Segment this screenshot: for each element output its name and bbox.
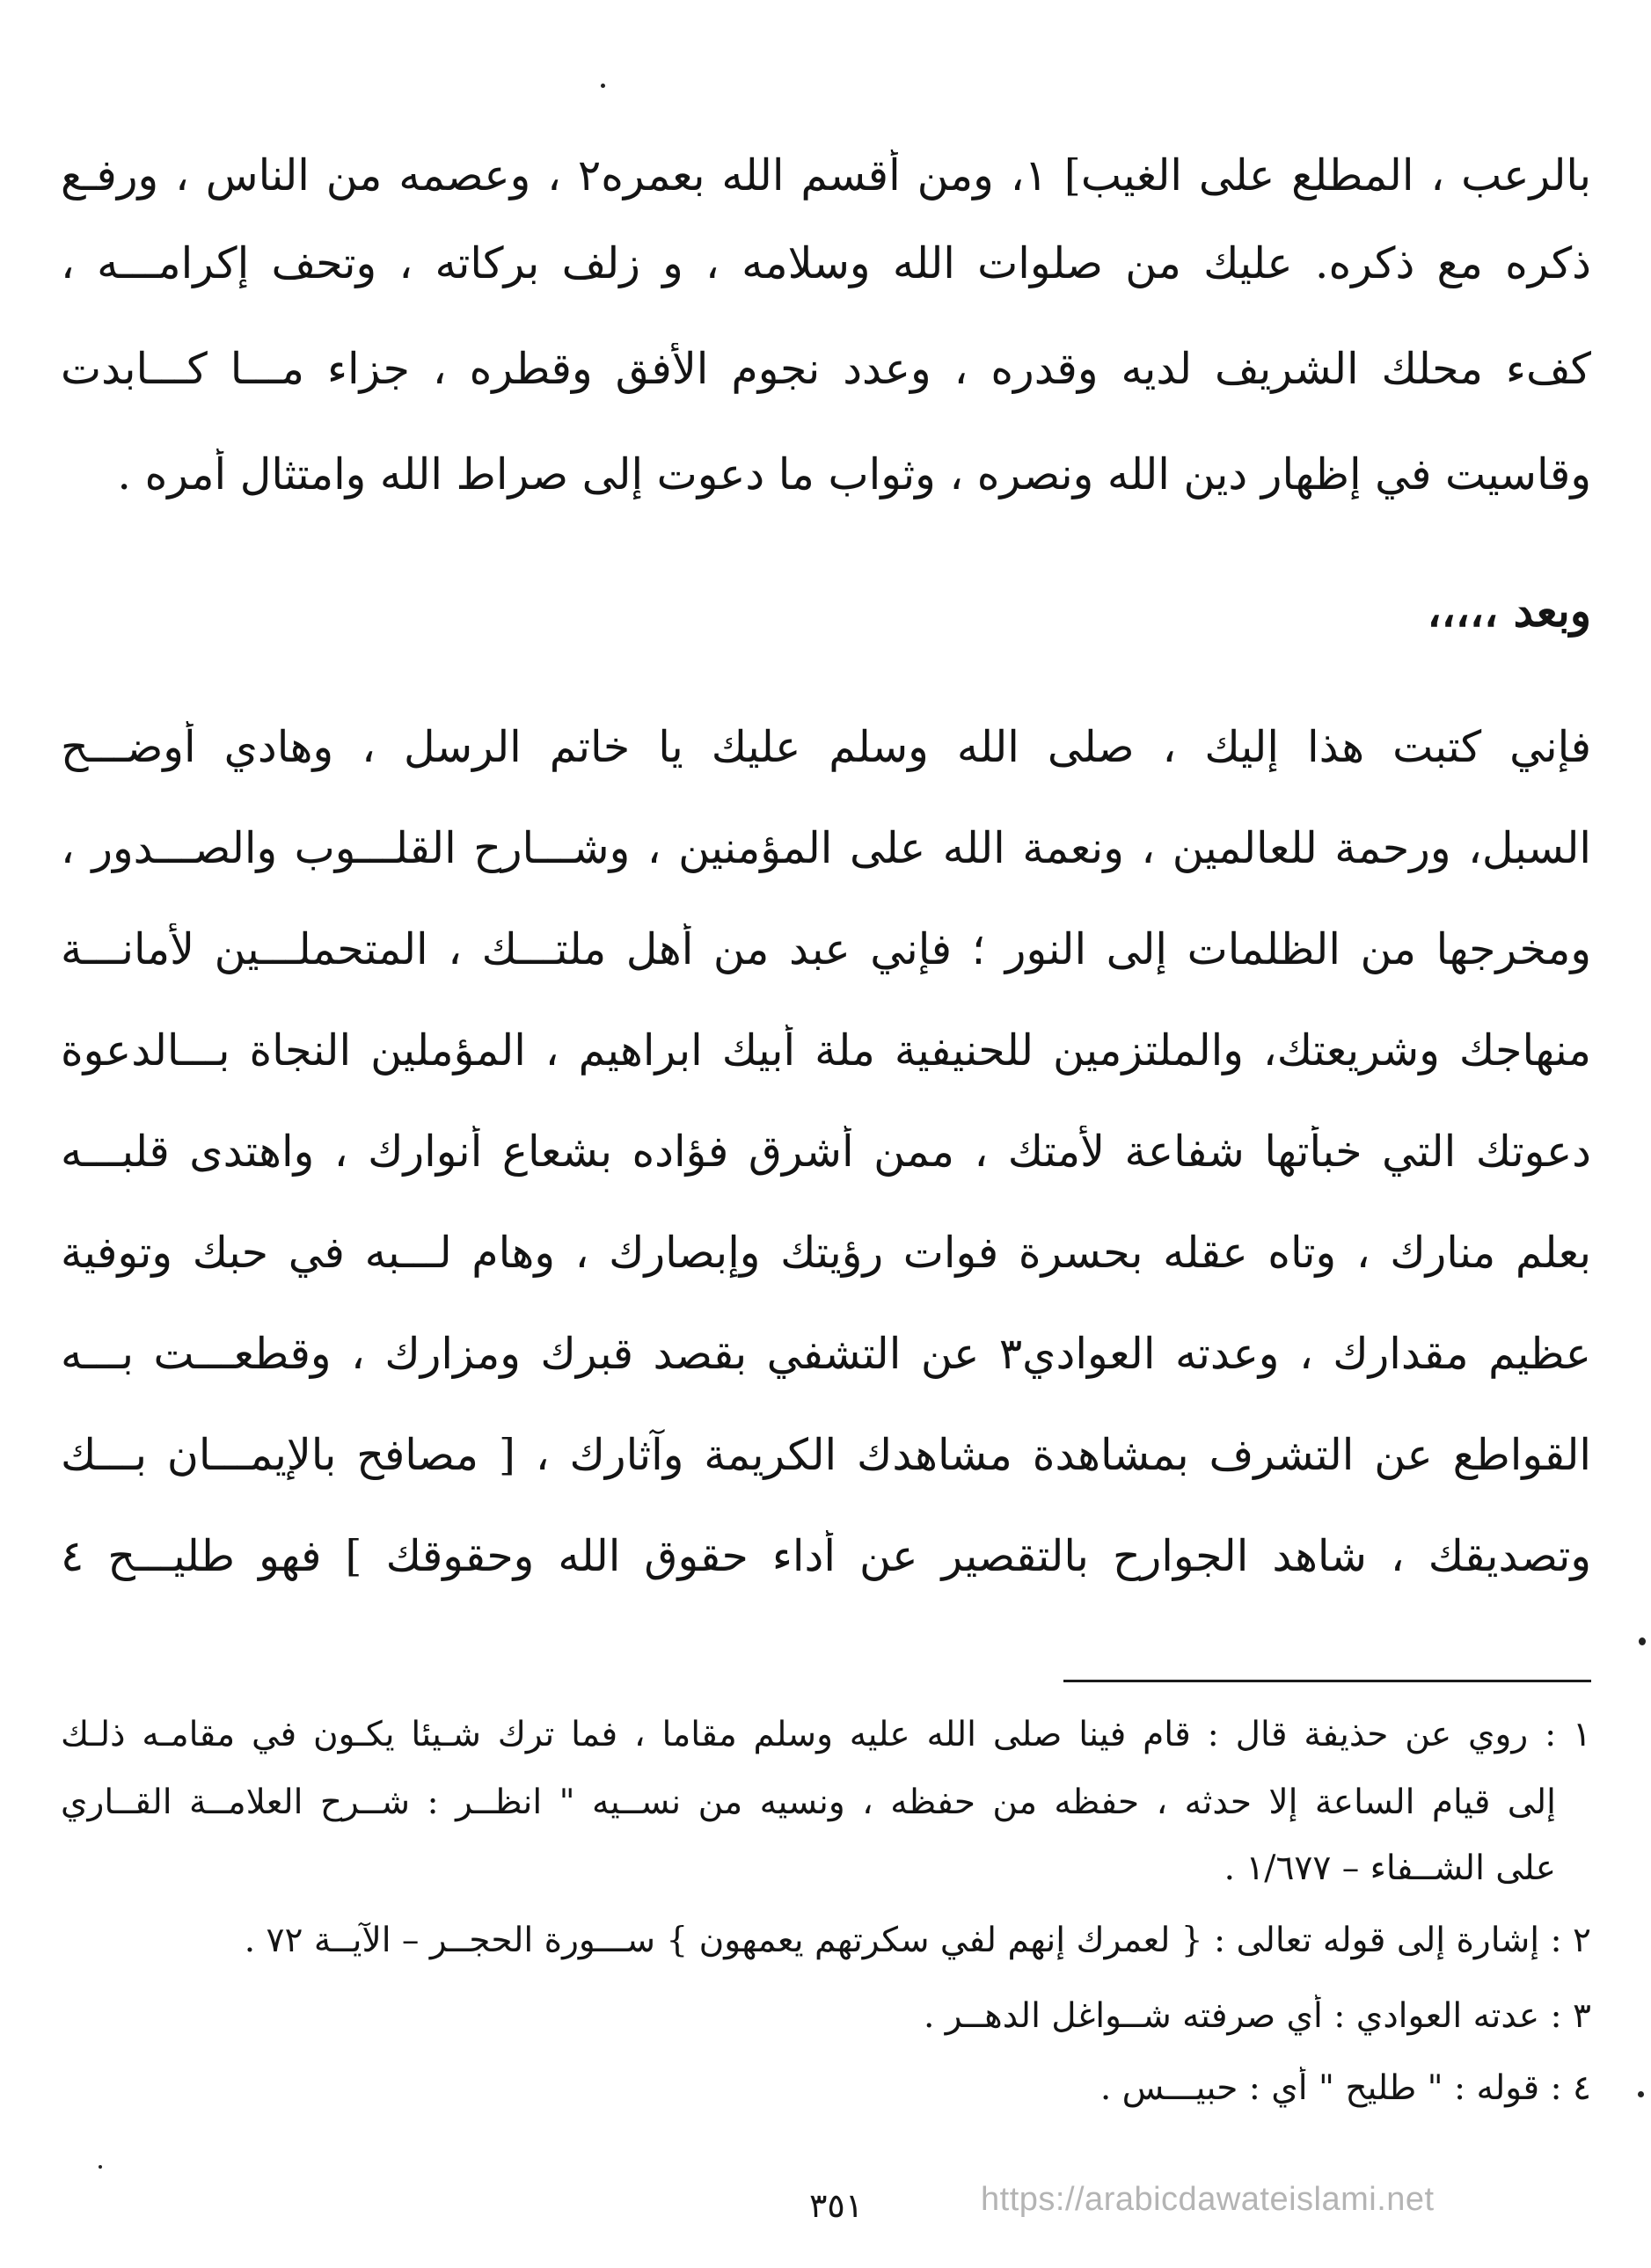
footnote-4: ٤ : قوله : " طليح " أي : حبيـــس . — [1099, 2068, 1591, 2108]
paragraph-line-5: دعوتك التي خبأتها شفاعة لأمتك ، ممن أشرق فؤاده بشعاع أنوارك ، واهتدى قلبـــه — [61, 1127, 1591, 1177]
footnote-2: ٢ : إشارة إلى قوله تعالى : { لعمرك إنهم لفي سكرتهم يعمهون } ســـورة الحجــر – الآيــة ٧٢ . — [244, 1921, 1591, 1960]
watermark-url: https://arabicdawateislami.net — [981, 2181, 1435, 2218]
scan-speck — [1638, 2091, 1644, 2097]
paragraph-line-6: بعلم منارك ، وتاه عقله بحسرة فوات رؤيتك وإبصارك ، وهام لـــبه في حبك وتوفية — [61, 1228, 1591, 1278]
paragraph-line-2: السبل، ورحمة للعالمين ، ونعمة الله على المؤمنين ، وشـــارح القلـــوب والصـــدور ، — [61, 823, 1591, 873]
paragraph-line-4: منهاجك وشريعتك، والملتزمين للحنيفية ملة أبيك ابراهيم ، المؤملين النجاة بـــالدعوة — [61, 1025, 1591, 1076]
footnote-1-line-3: على الشــفاء – ١/٦٧٧ . — [1224, 1849, 1556, 1888]
footnote-separator — [1063, 1680, 1591, 1682]
scan-speck — [1639, 1637, 1646, 1645]
text-line-1: بالرعب ، المطلع على الغيب] ١، ومن أقسم الله بعمره٢ ، وعصمه من الناس ، ورفـع — [61, 150, 1591, 201]
section-heading: وبعد ،،،،، — [1427, 585, 1591, 637]
footnote-1-line-1: ١ : روي عن حذيفة قال : قام فينا صلى الله عليه وسلم مقاما ، فما ترك شـيئا يكـون في مقامـه ذلـك — [61, 1715, 1591, 1754]
footnote-3: ٣ : عدته العوادي : أي صرفته شــواغل الدهــر . — [923, 1996, 1591, 2036]
text-line-2: ذكره مع ذكره. عليك من صلوات الله وسلامه ، و زلف بركاته ، وتحف إكرامـــه ، — [61, 238, 1591, 288]
text-line-3: كفء محلك الشريف لديه وقدره ، وعدد نجوم الأفق وقطره ، جزاء مـــا كـــابدت — [61, 344, 1591, 394]
footnote-1-line-2: إلى قيام الساعة إلا حدثه ، حفظه من حفظه ، ونسيه من نســيه " انظــر : شــرح العلامــة القــاري — [61, 1783, 1556, 1822]
paragraph-line-8: القواطع عن التشرف بمشاهدة مشاهدك الكريمة وآثارك ، [ مصافح بالإيمـــان بـــك — [61, 1430, 1591, 1480]
text-line-4: وقاسيت في إظهار دين الله ونصره ، وثواب ما دعوت إلى صراط الله وامتثال أمره . — [117, 449, 1591, 500]
page-number: ٣٥١ — [809, 2186, 864, 2225]
scan-speck — [99, 2165, 102, 2169]
paragraph-line-9: وتصديقك ، شاهد الجوارح بالتقصير عن أداء حقوق الله وحقوقك ] فهو طليـــح ٤ — [61, 1531, 1591, 1581]
paragraph-line-7: عظيم مقدارك ، وعدته العوادي٣ عن التشفي بقصد قبرك ومزارك ، وقطعـــت بـــه — [61, 1329, 1591, 1379]
scan-speck — [601, 84, 605, 88]
paragraph-line-1: فإني كتبت هذا إليك ، صلى الله وسلم عليك يا خاتم الرسل ، وهادي أوضـــح — [61, 722, 1591, 772]
paragraph-line-3: ومخرجها من الظلمات إلى النور ؛ فإني عبد من أهل ملتـــك ، المتحملـــين لأمانـــة — [61, 924, 1591, 974]
